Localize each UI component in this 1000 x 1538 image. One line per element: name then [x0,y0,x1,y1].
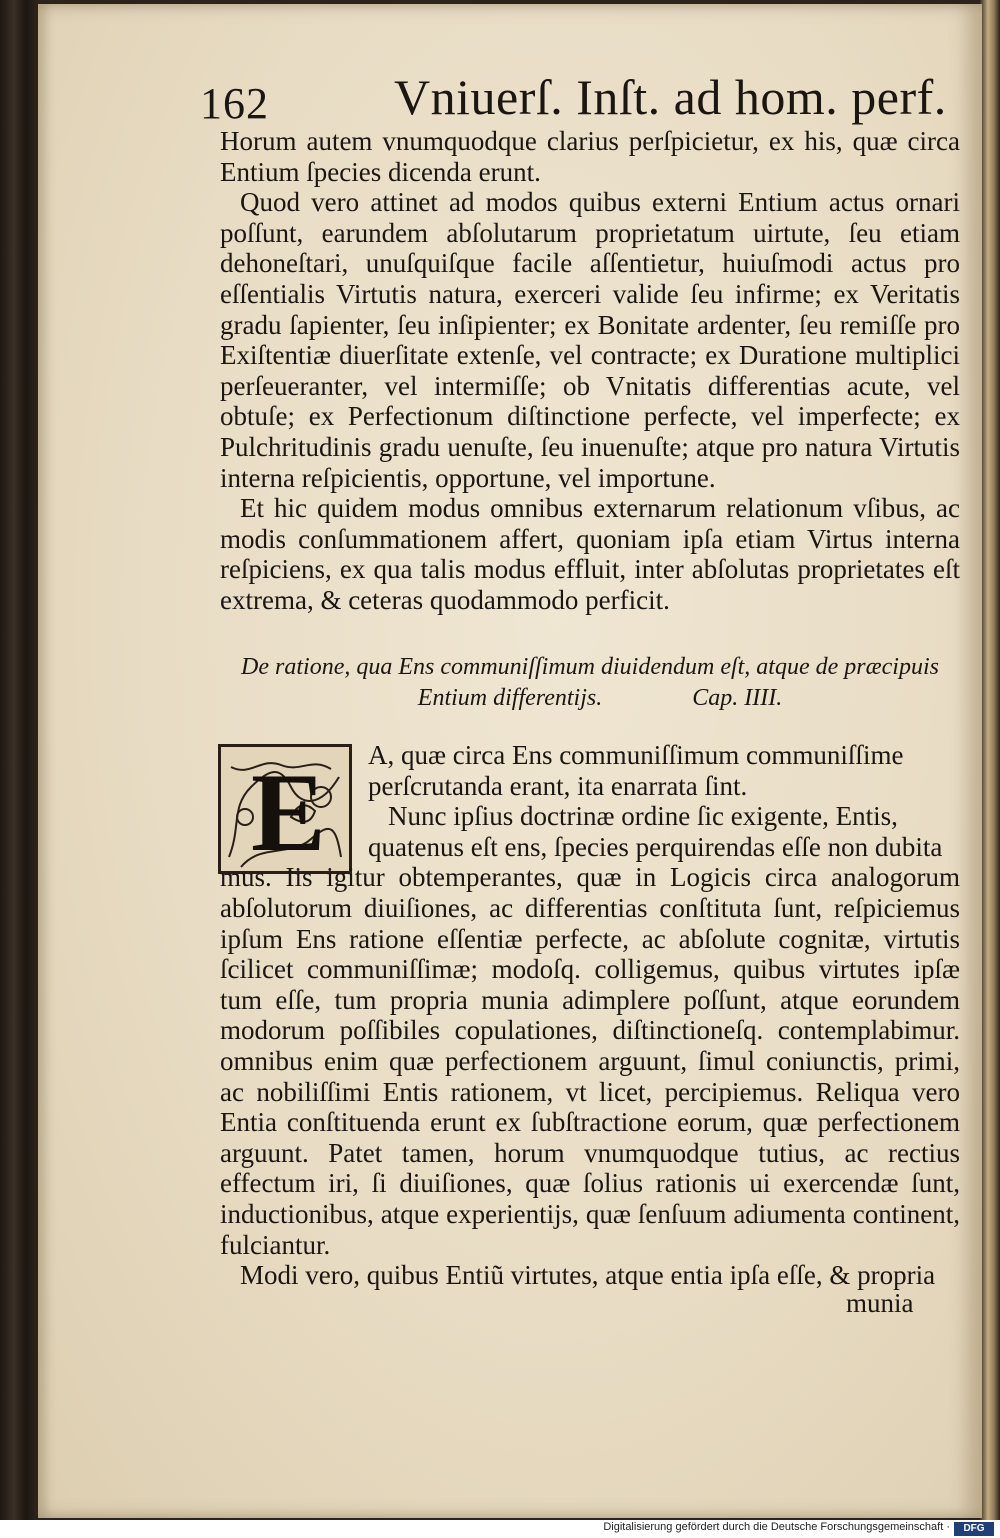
paragraph-2: Quod vero attinet ad modos quibus externi Entium actus ornari poſſunt, earundem abſolutarum proprietatum uirtute, ſeu etiam dehoneſtari, unuſquiſque facile aſſentietur, huiuſmodi actus pro eſſentialis Virtutis natura, exerceri valide ſeu infirme; ex Veritatis gradu ſapienter, ſeu inſipienter; ex Bonitate ardenter, ſeu remiſſe pro Exiſtentiæ diuerſitate extenſe, vel contracte; ex Duratione multiplici perſeueranter, vel intermiſſe; ob Vnitatis differentias acute, vel obtuſe; ex Perfectionum diſtinctione perfecte, vel imperfecte; ex Pulchritudinis gradu uenuſte, ſeu inuenuſte; atque pro natura Virtutis interna reſpicientis, opportune, vel importune. [220,187,960,493]
section-line-3: Nunc ipſius doctrinæ ordine ſic exigente, Entis, [388,801,898,832]
catchword: munia [846,1288,914,1318]
section-text [220,740,960,1291]
chapter-heading-line2-wrap [220,683,960,714]
paragraph-3: Et hic quidem modus omnibus externarum relationum vſibus, ac modis conſummationem affert, quoniam ipſa etiam Virtus interna reſpiciens, ex qua talis modus effluit, inter abſolutas proprietates eſt extrema, & ceteras quodammodo perficit. [220,493,960,615]
section-line-4: quatenus eſt ens, ſpecies perquirendas eſſe non dubita [368,831,943,862]
dfg-logo: DFG [954,1522,994,1536]
chapter-number: Cap. IIII. [692,685,783,711]
footer-bar [0,1520,1000,1538]
body-text [220,126,960,616]
chapter-heading-line2: Entium differentijs. [417,685,603,711]
paragraph-1: Horum autem vnumquodque clarius perſpicietur, ex his, quæ circa Entium ſpecies dicenda erunt. [220,126,960,187]
chapter-heading-line1: De ratione, qua Ens communiſſimum diuidendum eſt, atque de præcipuis [241,654,939,680]
page-header [200,68,947,128]
chapter-heading [220,652,960,714]
page-number: 162 [200,79,269,128]
funding-credit: Digitalisierung gefördert durch die Deutsche Forschungsgemeinschaft · [603,1521,950,1533]
section-line-1: A, quæ circa Ens communiſſimum communiſſime [368,740,904,770]
book-spine [980,0,1000,1520]
initial-letter: E [251,751,326,875]
section-last-line: Modi vero, quibus Entiũ virtutes, atque entia ipſa eſſe, & propria [240,1260,936,1291]
section-line-2: perſcrutanda erant, ita enarrata ſint. [368,770,748,801]
running-title: Vniuerſ. Inſt. ad hom. perf. [394,69,947,125]
section-paragraph: mus. Iis igitur obtemperantes, quæ in Logicis circa analogorum abſolutorum diuiſiones, ac differentias conſtituta ſunt, reſpiciemus ipſum Ens ratione eſſentiæ perfecte, ac abſolute cognitæ, virtutis ſcilicet communiſſimæ; modoſq. colligemus, quibus virtutes ipſæ tum eſſe, tum propria munia adimplere poſſunt, atque eorundem modorum poſſibiles copulationes, diſtinctioneſq. contemplabimur. omnibus enim quæ perfectionem arguunt, ſimul coniunctis, primi, ac nobiliſſimi Entis rationem, vt licet, percipiemus. Reliqua vero Entia conſtituenda erunt ex ſubſtractione eorum, quæ perfectionem arguunt. Patet tamen, horum vnumquodque tutius, ac rectius effectum iri, ſi diuiſiones, quæ ſolius rationis ui exercendæ ſunt, inductionibus, atque experientijs, quæ ſenſuum adiumenta continent, fulciantur. [220,862,960,1260]
